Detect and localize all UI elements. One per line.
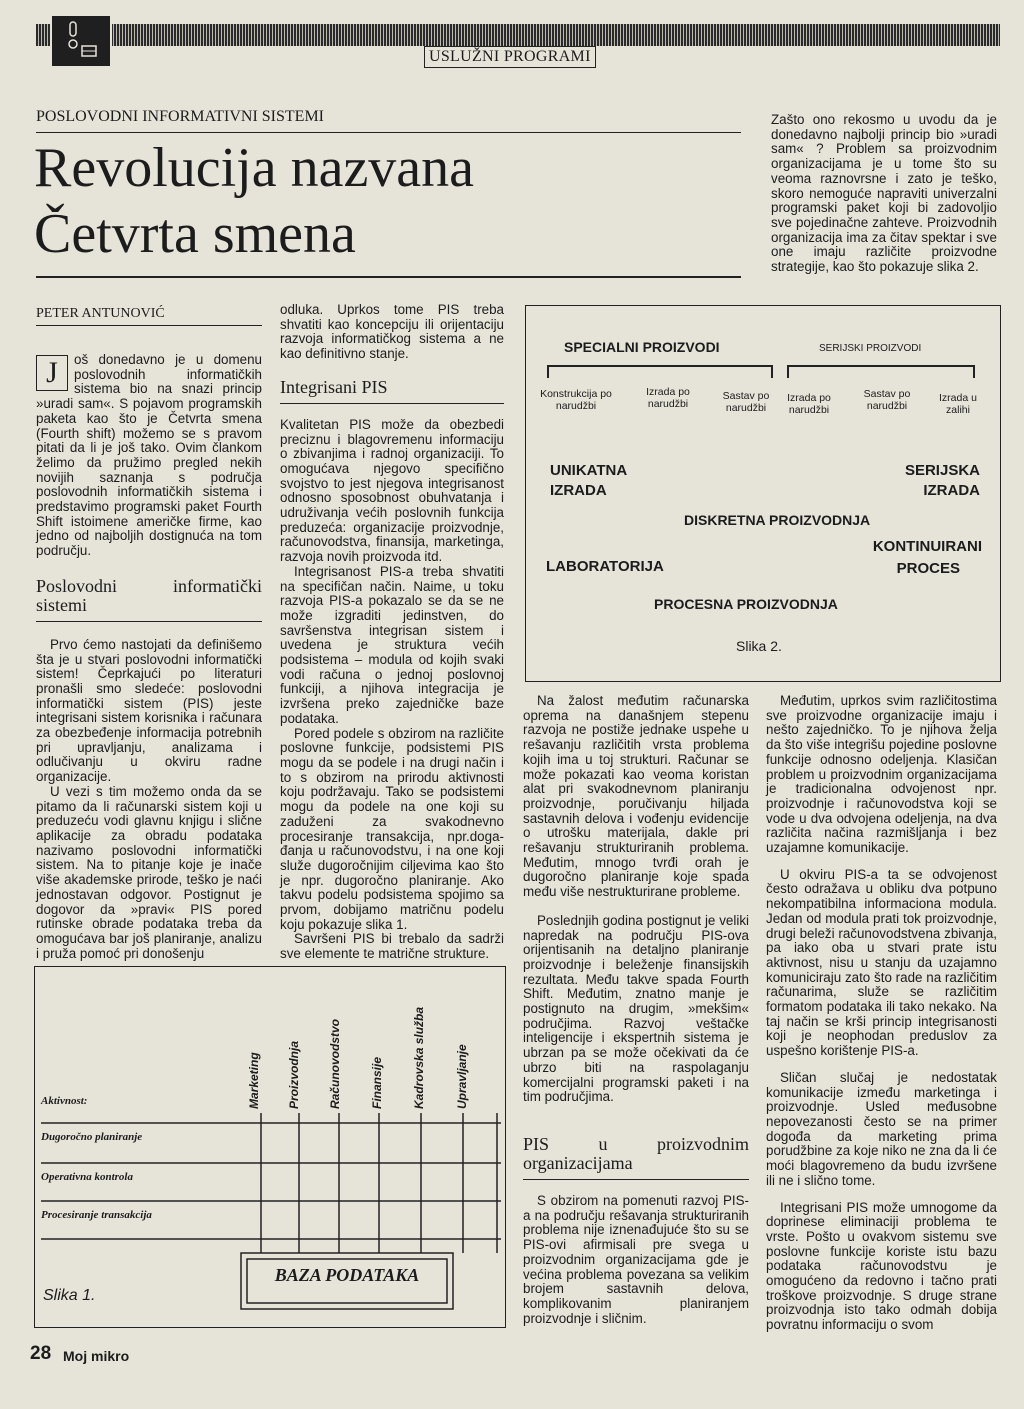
fig2-lab: LABORATORIJA (546, 558, 664, 575)
fig2-s3: Sastav po narudžbi (722, 390, 770, 414)
fig1-col-marketing: Marketing (247, 1052, 261, 1109)
column-4 (766, 694, 997, 1333)
fig2-serial-1: SERIJSKA (904, 462, 980, 479)
col3-paragraph-1: Na žalost međutim računarska oprema na današnjem stepenu razvoja ne postiže jednake uspehe u rešavanju različitih vrsta problema kojih ima u toj strukturi. Računar se može pokazati kao veoma koristan alat pri svakodnevnom planiranju proizvodnje, poručivanju hiljada sastavnih delova i vođenju evidencije o utrošku materijala, dakle pri rešavanju strukturiranih problema. Međutim, mnogo tvrđi orah je dugoročno planiranje koje spada među više nestrukturirane probleme. (523, 693, 749, 900)
figure-1 (34, 966, 506, 1328)
fig2-serial: SERIJSKI PROIZVODI (819, 343, 922, 354)
page-number: 28 (30, 1343, 52, 1364)
header-bar (36, 24, 1000, 46)
fig1-row-2: Procesiranje transakcija (41, 1209, 152, 1221)
fig2-continuous-2: PROCES (896, 560, 960, 577)
subhead-pis-proizvodnim: PIS u proizvodnim organizacijama (523, 1133, 749, 1173)
fig2-s5: Sastav po narudžbi (863, 388, 911, 412)
section-label: USLUŽNI PROGRAMI (424, 46, 596, 68)
fig2-special: SPECIALNI PROIZVODI (564, 339, 720, 355)
article-kicker: POSLOVODNI INFORMATIVNI SISTEMI (36, 108, 325, 125)
figure-2 (525, 305, 1001, 682)
col1-paragraph-2: U vezi s tim možemo onda da se pitamo da li računarski sistem koji u preduzeću vodi glavnu knjigu i slične aplikacije za obradu podataka nazivamo poslovodni informatički sistem. Na to pitanje koje je inače više akademske prirode, teško je naći jednostavan odgovor. Postignut je dogovor da »pravi« PIS pored rutinske obrade podataka treba da omogućava bar još planiranje, analizu i pruža pomoć pri donošenju (36, 783, 262, 961)
section-logo (50, 14, 112, 68)
col3-paragraph-3: S obzirom na pomenuti razvoj PIS-a na području rešavanja strukturiranih problema nije iznenađujuće što su se PIS-ovi afirmisali pre svega u proizvodnim organizacijama gde je većina problema povezana sa velikim brojem sastavnih delova, komplikovanim planiranjem proizvodnje i sličnim. (523, 1192, 749, 1326)
col4-paragraph-4: Integrisani PIS može umnogome da doprinese eliminaciji problema te vrste. Pošto u ovakvom sistemu sve poslovne funkcije koriste istu bazu podataka računovodstvu je omogućeno da redovno i tačno prati troškove proizvodnje. S druge strane proizvodnja isto tako odmah dobija povratnu informaciju o svom (766, 1199, 997, 1333)
fig2-continuous-1: KONTINUIRANI (872, 538, 982, 555)
fig1-row-1: Operativna kontrola (41, 1171, 133, 1183)
subhead-poslovodni: Poslovodni informatički sistemi (36, 575, 262, 615)
fig2-unique-1: UNIKATNA (550, 462, 628, 479)
fig1-row-0: Dugoročno planiranje (41, 1131, 143, 1143)
article-title-line2: Četvrta smena (34, 203, 356, 265)
fig2-unique-2: IZRADA (550, 482, 607, 499)
col2-paragraph-3: Integrisanost PIS-a treba shvatiti na specifičan način. Naime, u toku razvoja PIS-a pokazalo se da se ne može izgraditi jedinstven, do savršenstva integrisan sistem i uvedena je struktura većih podsistema – modula od kojih svaki vodi računa o jednoj poslovnoj funkciji, a njihova integracija je izvršena preko zajedničke baze podataka. (280, 563, 504, 726)
fig1-col-finansije: Finansije (370, 1056, 384, 1109)
col3-paragraph-2: Poslednjih godina postignut je veliki napredak na području PIS-ova orijentisanih na detaljno planiranje proizvodnje i beleženje finansijskih rezultata. Među takve spada Fourth Shift. Međutim, znatno manje je postignuto na drugim, »mekšim« područjima. Razvoj veštačke inteligencije i ekspertnih sistema je ubrzan pa se može očekivati da će ubrzo biti na raspolaganju komercijalni programski paketi i na tim područjima. (523, 912, 749, 1105)
fig2-s6: Izrada u zalihi (939, 392, 977, 416)
right-top-text: Zašto ono rekosmo u uvodu da je donedavno najbolji princip bio »uradi sam« ? Problem sa proizvodnim organizacijama je u tome što su veoma raznovrsne i zato je teško, skoro nemoguće napraviti univerzalni programski paket koji bi zadovoljio sve pojedinačne zahteve. Proizvodnih organizacija ima za čitav spektar i sve one imaju različite proizvodne strategije, kao što pokazuje slika 2. (771, 112, 997, 275)
fig2-caption: Slika 2. (736, 638, 782, 654)
fig2-process: PROCESNA PROIZVODNJA (654, 596, 838, 612)
fig1-col-racunovodstvo: Računovodstvo (328, 1018, 342, 1109)
col1-paragraph-1: Prvo ćemo nastojati da definišemo šta je u stvari poslovodni informatički sistem! Čeprkajući po literaturi pronašli smo sledeće: poslovodni informatički sistem (PIS) jeste integrisani sistem korisnika i računara za obezbeđenje informacija potrebnih pri upravljanju, analizama i odlučivanju u okviru radne organizacije. (36, 636, 262, 785)
fig1-col-upravljanje: Upravljanje (455, 1044, 469, 1109)
col4-paragraph-2: U okviru PIS-a ta se odvojenost često odražava u obliku dva potpuno nekompatibilna informaciona modula. Jedan od modula prati tok proizvodnje, drugi beleži računovodstvena zbivanja, pa iako oba u stvari prate istu aktivnost, nisu u stanju da uzajamno komuniciraju zato što rade na različitim računarima, služe se različitim formatom podataka ili tako nekako. Na taj način se krši princip integrisanosti koji je neophodan preduslov za uspešno korištenje PIS-a. (766, 866, 997, 1059)
col2-paragraph-4: Pored podele s obzirom na različite poslovne funkcije, podsistemi PIS mogu da se podele i na drugi način i to s obzirom na prirodu aktivnosti koju podržavaju. Tako se podsistemi mogu da podele na one koji su zaduženi za svakodnevno procesiranje transakcija, npr.doga-đanja u računovodstvu, i na one koji služe dugoročnijim ciljevima kao što je npr. dugoročno planiranje. Ako takvu podelu podsistema spojimo sa prvom, dobijamo matričnu podelu koju pokazuje slika 1. (280, 725, 504, 932)
fig2-serial-2: IZRADA (923, 482, 980, 499)
column-3 (523, 694, 749, 1326)
column-2 (280, 303, 504, 962)
author: PETER ANTUNOVIĆ (36, 306, 165, 321)
subhead-integrisani: Integrisani PIS (280, 376, 388, 397)
column-1 (36, 353, 262, 961)
fig2-discrete: DISKRETNA PROIZVODNJA (684, 512, 871, 528)
computer-icon (52, 16, 110, 66)
fig1-col-kadrovska: Kadrovska služba (412, 1006, 426, 1109)
fig1-caption: Slika 1. (43, 1287, 96, 1304)
fig1-row-header: Aktivnost: (41, 1095, 88, 1107)
fig1-col-proizvodnja: Proizvodnja (287, 1040, 301, 1109)
col4-paragraph-3: Sličan slučaj je nedostatak komunikacije između marketinga i proizvodnje. Usled međusobne nepovezanosti često se na primer dogođa da marketing prima porudžbine za koje niko ne zna da li će moći blagovremeno da budu izvršene ili ne i slično tome. (766, 1069, 997, 1188)
col2-paragraph-1: odluka. Uprkos tome PIS treba shvatiti kao koncepciju ili orijentaciju razvoja informatičkog sistema a ne kao definitivno stanje. (280, 302, 504, 362)
fig2-s1: Konstrukcija po narudžbi (540, 388, 612, 412)
intro-paragraph: oš donedavno je u domenu poslovodnih informatičkih sistema bio na snazi princip »uradi sam«. S pojavom programskih paketa kao što je Četvrta smena (Fourth shift) možemo se s pravom pitati da li je još tako. Ovim člankom želimo da pružimo pregled nekih novijih saznanja s područja poslovodnih informatičkih sistema i predstavimo programski paket Fourth Shift istoimene američke firme, kao jedno od najboljih dostignuća na tom području. (36, 352, 262, 559)
fig2-s2: Izrada po narudžbi (646, 386, 690, 410)
fig1-database: BAZA PODATAKA (274, 1265, 420, 1285)
drop-cap: J (36, 355, 68, 391)
article-title-line1: Revolucija nazvana (34, 137, 475, 199)
col4-paragraph-1: Međutim, uprkos svim različitostima sve proizvodne organizacije imaju i nešto zajedničko. To je njihova želja da što više integrišu pojedine poslovne funkcije odnosno odeljenja. Klasičan problem u proizvodnim organizacijama je tradicionalna odvojenost npr. proizvodnje i računovodstva koji se vode u dva odvojena odeljenja, na dva različita načina razmišljanja i bez uzajamne komunikacije. (766, 693, 997, 856)
col2-paragraph-2: Kvalitetan PIS može da obezbedi preciznu i blagovremenu informaciju o zbivanjima i radnoj organizaciji. To omogućava njegovo specifično svojstvo to jest njegova integrisanost odnosno sposobnost obuhvatanja i udruživanja većih poslovnih funkcija preduzeća: organizacije proizvodnje, računovodstva, finansija, marketinga, razvoja novih proizvoda itd. (280, 416, 504, 565)
col2-paragraph-5: Savršeni PIS bi trebalo da sadrži sve elemente te matrične strukture. (280, 931, 504, 962)
fig2-s4: Izrada po narudžbi (787, 392, 831, 416)
magazine-name: Moj mikro (63, 1348, 130, 1364)
